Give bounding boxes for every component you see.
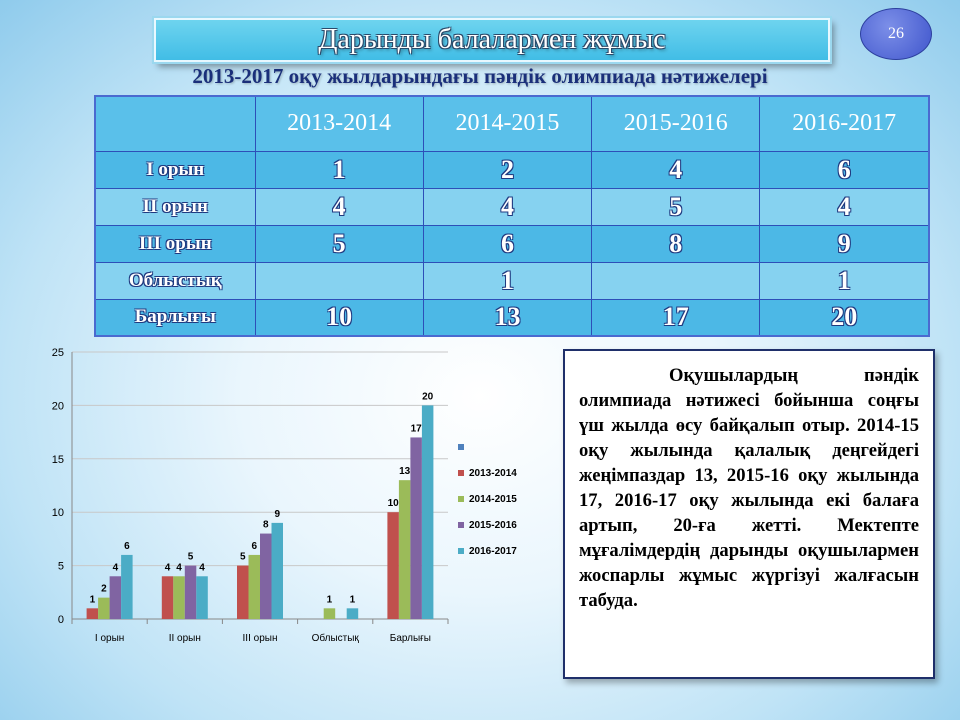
x-tick-label: Барлығы	[389, 633, 432, 644]
table-header-cell: 2013-2014	[255, 96, 423, 151]
table-cell: 4	[423, 188, 591, 225]
table-cell: 9	[760, 225, 929, 262]
page-number-badge: 26	[860, 8, 932, 60]
table-row	[95, 262, 929, 299]
table-cell: 2	[423, 151, 591, 188]
table-cell	[592, 262, 760, 299]
bar	[196, 576, 208, 619]
table-cell: 10	[255, 299, 423, 336]
data-label: 1	[326, 594, 333, 606]
table-cell: 4	[592, 151, 760, 188]
y-tick-label: 25	[51, 347, 64, 359]
data-label: 2	[101, 583, 107, 595]
bar	[249, 555, 261, 619]
legend-swatch	[458, 522, 464, 528]
bar	[173, 576, 185, 619]
legend-swatch	[458, 444, 464, 450]
x-tick-label: ІІІ орын	[242, 633, 278, 644]
bar	[410, 437, 422, 619]
data-label: 13	[399, 466, 411, 478]
bar	[324, 608, 336, 619]
table-header-cell	[95, 96, 255, 151]
data-label: 9	[274, 508, 281, 520]
x-tick-label: І орын	[94, 633, 125, 644]
legend-swatch	[458, 470, 464, 476]
table-cell	[255, 262, 423, 299]
bar	[110, 576, 122, 619]
slide-title: Дарынды балалармен жұмыс	[318, 24, 666, 55]
table-cell: 4	[760, 188, 929, 225]
legend-label: 2015-2016	[469, 520, 517, 531]
table-cell: 5	[255, 225, 423, 262]
data-label: 20	[422, 391, 434, 403]
table-row-label: І орын	[95, 151, 255, 188]
data-label: 4	[164, 562, 171, 574]
results-table	[94, 95, 930, 337]
bar	[272, 523, 284, 619]
bar	[121, 555, 133, 619]
bar-chart-svg	[30, 340, 550, 660]
table-row	[95, 299, 929, 336]
y-tick-label: 20	[51, 400, 64, 413]
bar	[237, 566, 249, 619]
slide-title-banner	[154, 18, 830, 62]
data-label: 6	[124, 540, 130, 552]
table-cell: 4	[255, 188, 423, 225]
data-label: 4	[199, 562, 205, 574]
data-label: 8	[262, 519, 269, 531]
table-cell: 13	[423, 299, 591, 336]
y-tick-label: 0	[57, 614, 64, 626]
slide-subtitle: 2013-2017 оқу жылдарындағы пәндік олимпиада нәтижелері	[192, 64, 768, 88]
table-row	[95, 225, 929, 262]
table-header-row	[95, 96, 929, 151]
table-cell: 17	[592, 299, 760, 336]
bar	[162, 576, 174, 619]
bar	[422, 405, 434, 619]
data-label: 4	[112, 562, 119, 574]
table-row	[95, 151, 929, 188]
bar	[87, 608, 99, 619]
x-tick-label: ІІ орын	[168, 633, 201, 644]
table-cell: 5	[592, 188, 760, 225]
y-tick-label: 15	[51, 453, 64, 466]
data-label: 10	[387, 498, 399, 510]
table-header-cell: 2014-2015	[423, 96, 591, 151]
x-tick-label: Облыстық	[311, 633, 359, 644]
legend-label: 2013-2014	[469, 468, 517, 479]
legend-swatch	[458, 496, 464, 502]
y-tick-label: 10	[51, 507, 64, 520]
bar	[185, 566, 197, 619]
data-label: 4	[176, 562, 182, 574]
legend-swatch	[458, 548, 464, 554]
legend-label: 2016-2017	[469, 546, 517, 557]
table-header-cell: 2015-2016	[592, 96, 760, 151]
bar	[260, 534, 272, 619]
bar-chart	[30, 340, 550, 660]
table-header-cell: 2016-2017	[760, 96, 929, 151]
table-cell: 8	[592, 225, 760, 262]
table-cell: 20	[760, 299, 929, 336]
bar	[347, 608, 359, 619]
data-label: 6	[251, 540, 258, 552]
bar	[399, 480, 411, 619]
table-row-label: ІІІ орын	[95, 225, 255, 262]
note-box	[563, 349, 935, 679]
table-row-label: Облыстық	[95, 262, 255, 299]
data-label: 5	[239, 551, 246, 563]
note-text: Оқушылардың пәндік олимпиада нәтижесі бойынша соңғы үш жылда өсу байқалып отыр. 2014-15 оқу жылында қалалық деңгейдегі жеңімпаздар 13, 2015-16 оқу жылында 17, 2016-17 оқу жылында екі балаға артып, 20-ға жетті. Мектепте мұғалімдердің дарынды оқушылармен жоспарлы жұмыс жүргізуі жалғасын табуда.	[579, 365, 919, 611]
bar	[98, 598, 110, 619]
legend-label: 2014-2015	[469, 494, 517, 505]
data-label: 1	[349, 594, 356, 606]
data-label: 17	[410, 423, 422, 435]
table-cell: 6	[423, 225, 591, 262]
bar	[387, 512, 399, 619]
table-cell: 6	[760, 151, 929, 188]
table-cell: 1	[760, 262, 929, 299]
table-cell: 1	[255, 151, 423, 188]
data-label: 5	[187, 551, 194, 563]
table-row	[95, 188, 929, 225]
table-row-label: Барлығы	[95, 299, 255, 336]
table-cell: 1	[423, 262, 591, 299]
data-label: 1	[89, 594, 96, 606]
y-tick-label: 5	[57, 560, 64, 573]
table-row-label: ІІ орын	[95, 188, 255, 225]
